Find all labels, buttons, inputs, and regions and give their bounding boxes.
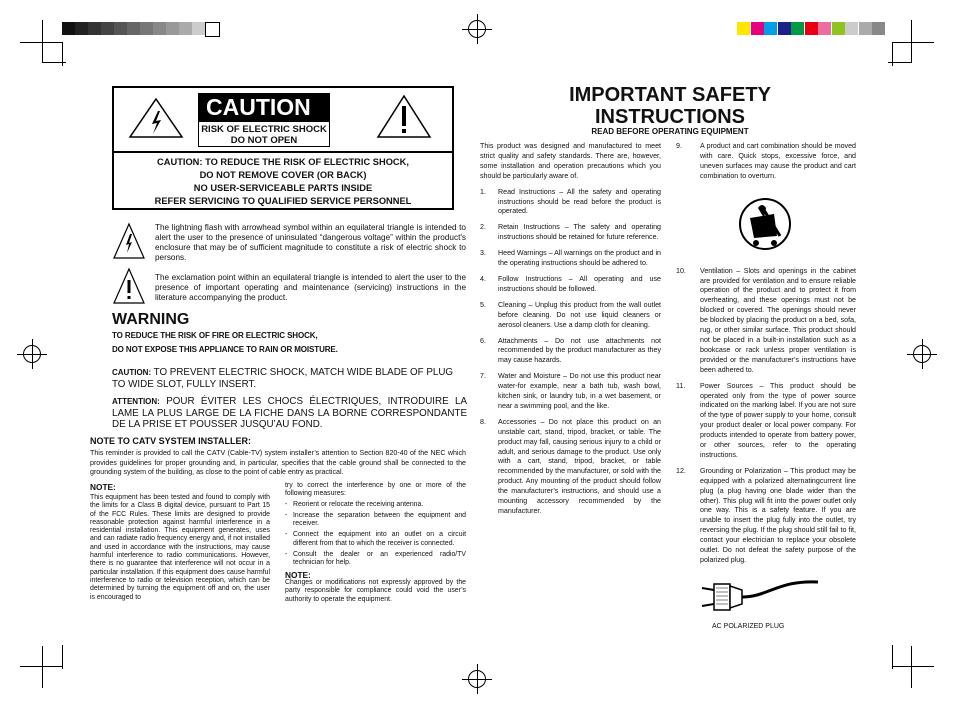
registration-crosshair-top bbox=[462, 14, 492, 44]
list-item: 1. Read Instructions – All the safety and operating instructions should be read before the product is operated. bbox=[480, 187, 661, 216]
grey-swatch bbox=[192, 22, 205, 35]
list-item: 8. Accessories – Do not place this product on an unstable cart, stand, tripod, bracket, or table. The product may fall, causing serious injury to a child or adult, and serious damage to the product. Use only with a cart, stand, tripod, bracket, or table recommended by the manufacturer, or sold with the product. Any mounting of the product should follow the manufacturer’s instructions, and should use a mounting accessory recommended by the manufacturer. bbox=[480, 417, 661, 515]
caution-lines bbox=[114, 156, 452, 208]
caution-line: DO NOT REMOVE COVER (OR BACK) bbox=[199, 170, 367, 180]
color-swatch bbox=[737, 22, 750, 35]
list-item: 12. Grounding or Polarization – This product may be equipped with a polarized alternatingcurrent line plug (a plug having one blade wider than the other). This plug will fit into the power outlet only one way. This is a safety feature. If you are unable to insert the plug fully into the outlet, try reversing the plug. If the plug should still fail to fit, contact your electrician to replace your obsolete outlet. Do not defeat the safety purpose of the polarized plug. bbox=[676, 466, 856, 564]
exclamation-triangle-icon bbox=[376, 94, 432, 139]
fcc-measure: - Increase the separation between the equipment and receiver. bbox=[285, 511, 466, 528]
plug-attention bbox=[112, 396, 467, 431]
caution-subtitle-line-2: DO NOT OPEN bbox=[230, 135, 298, 146]
safety-column-1 bbox=[480, 142, 661, 523]
caution-subtitle bbox=[198, 121, 330, 147]
color-swatch bbox=[791, 22, 804, 35]
grey-swatch bbox=[114, 22, 127, 35]
safety-title-line-2: INSTRUCTIONS bbox=[595, 106, 745, 128]
warning-line-1: TO REDUCE THE RISK OF FIRE OR ELECTRIC SHOCK, bbox=[112, 331, 318, 340]
lightning-triangle-icon bbox=[128, 97, 184, 139]
color-swatch bbox=[872, 22, 885, 35]
fcc-text-left: This equipment has been tested and found to comply with the limits for a Class B digital device, pursuant to Part 15 of the FCC Rules. These limits are designed to provide reasonable protection against harmful interference in a residential installation. This equipment generates, uses and can radiate radio frequency energy and, if not installed and used in accordance with the instructions, may cause harmful interference to radio communications. However, there is no guarantee that interference will not occur in a particular installation. If this equipment does cause harmful interference to radio or television reception, which can be determined by turning the equipment off and on, the user is encouraged to bbox=[90, 494, 270, 601]
grey-swatch bbox=[140, 22, 153, 35]
plug-attention-text: POUR ÉVITER LES CHOCS ÉLECTRIQUES, INTRODUIRE LA LAME LA PLUS LARGE DE LA FICHE DANS LA BORNE CORRESPONDANTE DE LA PRISE ET POUSSER JUSQU’AU FOND. bbox=[112, 396, 467, 430]
color-swatch bbox=[845, 22, 858, 35]
registration-crosshair-left bbox=[17, 339, 47, 369]
list-item: 11. Power Sources – This product should be operated only from the type of power source indicated on the marking label. If you are not sure of the type of power supply to your home, consult your product dealer or local power company. For products intended to operate from battery power, or other sources, refer to the operating instructions. bbox=[676, 381, 856, 459]
color-swatch bbox=[751, 22, 764, 35]
color-swatch bbox=[832, 22, 845, 35]
color-swatch bbox=[764, 22, 777, 35]
polarized-plug-icon bbox=[698, 572, 828, 620]
list-item: 5. Cleaning – Unplug this product from the wall outlet before cleaning. Do not use liquid cleaners or aerosol cleaners. Use a damp cloth for cleaning. bbox=[480, 300, 661, 329]
registration-crosshair-right bbox=[907, 339, 937, 369]
grey-swatch bbox=[179, 22, 192, 35]
fcc-note2-text: Changes or modifications not expressly approved by the party responsible for compliance could void the user’s authority to operate the equipment. bbox=[285, 578, 466, 603]
plug-caution bbox=[112, 367, 467, 390]
fcc-note-label: NOTE: bbox=[90, 482, 116, 492]
catv-text: This reminder is provided to call the CATV (Cable-TV) system installer’s attention to Section 820-40 of the NEC which provides guidelines for proper grounding and, in particular, specifies that the cable ground shall be connected to the grounding system of the building, as close to the point of cable entry as practical. bbox=[90, 449, 466, 477]
warning-heading: WARNING bbox=[112, 311, 190, 328]
fcc-intro: try to correct the interference by one or more of the following measures: bbox=[285, 482, 466, 498]
caution-line: REFER SERVICING TO QUALIFIED SERVICE PERSONNEL bbox=[154, 196, 412, 206]
list-item: 4. Follow Instructions – All operating and use instructions should be followed. bbox=[480, 274, 661, 293]
fcc-measure: - Reorient or relocate the receiving antenna. bbox=[285, 500, 424, 508]
fcc-measure: - Consult the dealer or an experienced radio/TV technician for help. bbox=[285, 551, 466, 567]
grey-swatch bbox=[62, 22, 75, 35]
safety-title bbox=[520, 84, 820, 128]
color-swatch bbox=[859, 22, 872, 35]
caution-line: CAUTION: TO REDUCE THE RISK OF ELECTRIC SHOCK, bbox=[157, 157, 409, 167]
fcc-measure: - Connect the equipment into an outlet on a circuit different from that to which the receiver is connected. bbox=[285, 531, 466, 547]
grey-swatch bbox=[153, 22, 166, 35]
registration-crosshair-bottom bbox=[462, 664, 492, 694]
caution-subtitle-line-1: RISK OF ELECTRIC SHOCK bbox=[201, 124, 327, 135]
list-item: 6. Attachments – Do not use attachments not recommended by the product manufacturer as they may cause hazards. bbox=[480, 336, 661, 365]
lightning-triangle-small-icon bbox=[112, 222, 146, 260]
plug-caution-text: TO PREVENT ELECTRIC SHOCK, MATCH WIDE BLADE OF PLUG TO WIDE SLOT, FULLY INSERT. bbox=[112, 367, 454, 390]
exclamation-explanation: The exclamation point within an equilateral triangle is intended to alert the user to the presence of important operating and maintenance (servicing) instructions in the literature accompanying the product. bbox=[155, 273, 466, 302]
grey-swatch bbox=[101, 22, 114, 35]
cart-warning-icon bbox=[676, 188, 856, 263]
exclamation-triangle-small-icon bbox=[112, 267, 146, 305]
grey-swatch bbox=[166, 22, 179, 35]
grey-swatch bbox=[127, 22, 140, 35]
color-swatch bbox=[818, 22, 831, 35]
color-swatch bbox=[778, 22, 791, 35]
list-item: 3. Heed Warnings – All warnings on the product and in the operating instructions should be adhered to. bbox=[480, 249, 661, 268]
list-item: 9. A product and cart combination should be moved with care. Quick stops, excessive force, and uneven surfaces may cause the product and cart combination to overturn. bbox=[676, 142, 856, 180]
safety-intro: This product was designed and manufactured to meet strict quality and safety standards. There are, however, some installation and operation precautions which you should be particularly aware of. bbox=[480, 142, 661, 180]
caution-title: CAUTION bbox=[198, 93, 330, 121]
lightning-explanation: The lightning flash with arrowhead symbol within an equilateral triangle is intended to alert the user to the presence of uninsulated “dangerous voltage” within the product's enclosure that may be of sufficient magnitude to constitute a risk of electric shock to persons. bbox=[155, 223, 466, 262]
caution-line: NO USER-SERVICEABLE PARTS INSIDE bbox=[193, 183, 373, 193]
warning-line-2: DO NOT EXPOSE THIS APPLIANCE TO RAIN OR MOISTURE. bbox=[112, 345, 338, 354]
fcc-text-right bbox=[285, 482, 466, 604]
fcc-note2-label: NOTE: bbox=[285, 569, 311, 580]
safety-subtitle: READ BEFORE OPERATING EQUIPMENT bbox=[591, 127, 749, 136]
catv-heading: NOTE TO CATV SYSTEM INSTALLER: bbox=[90, 436, 252, 446]
list-item: 2. Retain Instructions – The safety and operating instructions should be retained for future reference. bbox=[480, 223, 661, 242]
plug-attention-label: ATTENTION: bbox=[112, 397, 160, 406]
safety-column-2 bbox=[676, 142, 856, 632]
color-swatch bbox=[805, 22, 818, 35]
grey-swatch bbox=[205, 22, 220, 37]
grey-swatch bbox=[75, 22, 88, 35]
safety-title-line-1: IMPORTANT SAFETY bbox=[569, 84, 771, 106]
list-item: 10. Ventilation – Slots and openings in the cabinet are provided for ventilation and to ensure reliable operation of the product and to protect it from overheating, and these openings must not be blocked or covered. The openings should never be blocked by placing the product on a bed, sofa, rug, or other similar surface. This product should not be placed in a built-in installation such as a bookcase or rack unless proper ventilation is provided or the manufacturer’s instructions have been adhered to. bbox=[676, 266, 856, 374]
plug-caution-label: CAUTION: bbox=[112, 368, 152, 377]
list-item: 7. Water and Moisture – Do not use this product near water-for example, near a bath tub, wash bowl, kitchen sink, or laundry tub, in a wet basement, or near a swimming pool, and the like. bbox=[480, 372, 661, 410]
plug-caption: AC POLARIZED PLUG bbox=[712, 622, 785, 630]
grey-swatch bbox=[88, 22, 101, 35]
caution-divider bbox=[114, 151, 452, 153]
